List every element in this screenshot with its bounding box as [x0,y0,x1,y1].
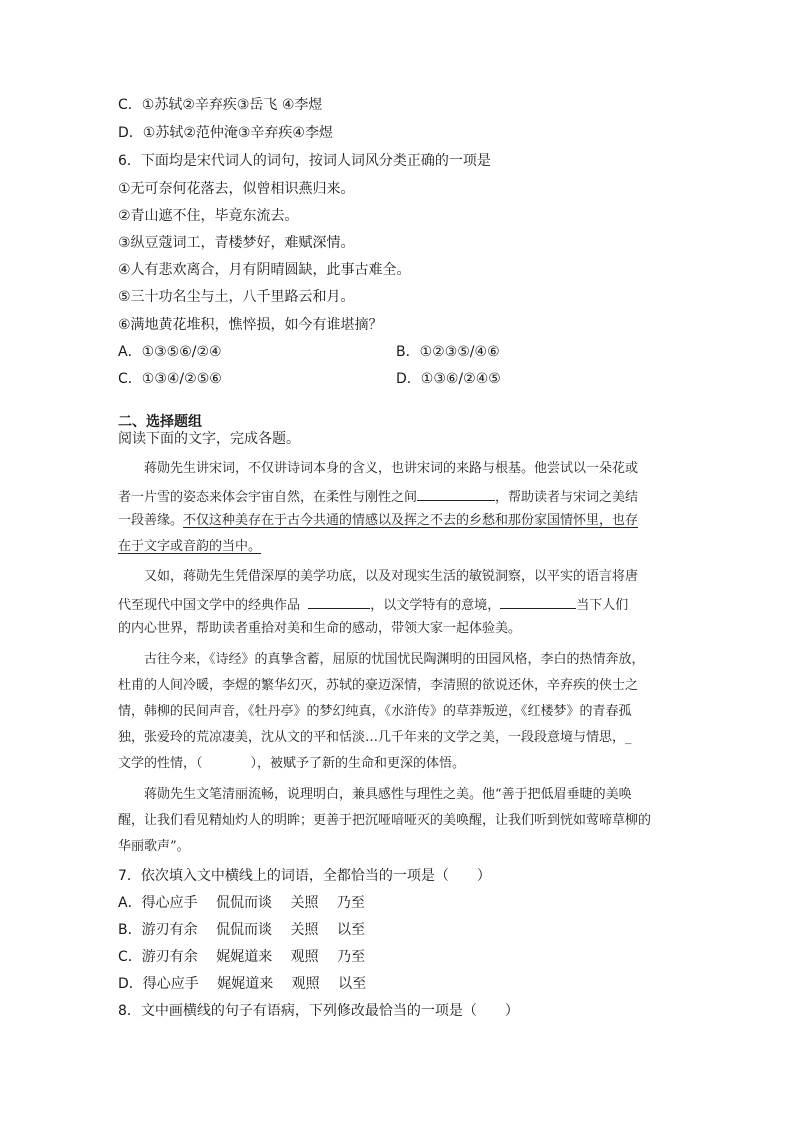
q6-option-c: C．①③④/②⑤⑥ [118,371,222,387]
underlined-sentence: 在于文字或音韵的当中。 [118,539,262,554]
passage-text: 的内心世界，帮助读者重拾对美和生命的感动，带领大家一起体验美。 [118,621,522,636]
q7-stem: 7．依次填入文中横线上的词语，全都恰当的一项是（ ） [118,868,491,884]
q6-stem: 6．下面均是宋代词人的词句，按词人词风分类正确的一项是 [118,153,491,169]
fill-blank-1 [417,486,495,501]
q8-stem: 8．文中画横线的句子有语病，下列修改最恰当的一项是（ ） [118,1003,519,1019]
passage-text: 当下人们 [576,598,629,613]
passage-p3-line-1 [118,651,680,669]
passage-text: 醒，让我们看见精灿灼人的明眸；更善于把沉哑喑哑灭的美唤醒，让我们听到恍如莺啼草柳的 [118,813,652,828]
q6-line-5: ⑤三十功名尘与土，八千里路云和月。 [118,289,355,305]
section-title: 二、选择题组 [118,414,202,430]
passage-p1-line-4 [118,538,680,556]
passage-text: 又如，蒋勋先生凭借深厚的美学功底，以及对现实生活的敏锐洞察，以平实的语言将唐 [144,569,639,584]
q6-option-d: D．①③⑥/②④⑤ [396,371,501,387]
fill-blank-2 [308,594,370,609]
passage-text: 一段善缘。 [118,513,184,528]
passage-p1-line-3 [118,512,680,530]
q6-line-2: ②青山遮不住，毕竟东流去。 [118,208,299,224]
q7-option-d: D．得心应手 娓娓道来 观照 以至 [118,976,367,992]
q7-option-a: A．得心应手 侃侃而谈 关照 乃至 [118,895,365,911]
passage-p1-line-2 [118,486,680,507]
passage-text: ，以文学特有的意境， [370,598,501,613]
q5-option-d: D．①苏轼②范仲淹③辛弃疾④李煜 [118,125,333,141]
q7-option-c: C．游刃有余 娓娓道来 观照 乃至 [118,949,366,965]
q6-option-b: B．①②③⑤/④⑥ [396,344,500,360]
passage-p4-line-3 [118,838,680,856]
passage-p4-line-2 [118,812,680,830]
q6-option-a: A．①③⑤⑥/②④ [118,344,222,360]
q5-option-c: C．①苏轼②辛弃疾③岳飞 ④李煜 [118,97,323,113]
section-instruction: 阅读下面的文字，完成各题。 [118,431,300,447]
passage-p1-line-1 [118,460,680,478]
underlined-sentence: 不仅这种美存在于古今共通的情感以及挥之不去的乡愁和那份家国情怀里，也存 [183,513,639,528]
passage-text: 古往今来，《诗经》的真挚含蓄，屈原的忧国忧民陶渊明的田园风格，李白的热情奔放， [144,652,645,667]
q6-line-6: ⑥满地黄花堆积，憔悴损，如今有谁堪摘？ [118,317,383,333]
passage-p4-line-1 [118,786,680,804]
passage-text: 文学的性情，（ [118,756,203,771]
passage-text: ），被赋予了新的生命和更深的体悟。 [250,756,466,771]
passage-text: 杜甫的人间冷暖，李煜的繁华幻灭，苏轼的豪迈深情，李清照的欲说还休，辛弃疾的侠士之 [118,678,639,693]
q7-option-b: B．游刃有余 侃侃而谈 关照 以至 [118,922,365,938]
passage-text: 蒋勋先生讲宋词，不仅讲诗词本身的含义，也讲宋词的来路与根基。他尝试以一朵花或 [144,461,639,476]
passage-p2-line-2 [118,594,680,615]
passage-p3-line-2 [118,677,680,695]
passage-text: 情，韩柳的民间声音，《牡丹亭》的梦幻纯真，《水浒传》的草莽叛逆，《红楼梦》的青春孤 [118,704,632,719]
passage-text: 蒋勋先生文笔清丽流畅，说理明白，兼具感性与理性之美。他“善于把低眉垂睫的美唤 [144,787,632,802]
passage-text: 独，张爱玲的荒凉凄美，沈从文的平和恬淡…几千年来的文学之美，一段段意境与情思，_ [118,730,632,745]
passage-p3-line-3 [118,703,680,721]
q6-line-3: ③纵豆蔻词工，青楼梦好，难赋深情。 [118,235,355,251]
passage-text: ，帮助读者与宋词之美结 [495,490,639,505]
passage-p2-line-1 [118,568,680,586]
q6-line-4: ④人有悲欢离合，月有阴晴圆缺，此事古难全。 [118,262,411,278]
passage-p2-line-3 [118,620,680,638]
passage-text: 者一片雪的姿态来体会宇宙自然，在柔性与刚性之间 [118,490,418,505]
q6-line-1: ①无可奈何花落去，似曾相识燕归来。 [118,181,355,197]
passage-p3-line-4 [118,729,680,747]
passage-text: 华丽歌声”。 [118,839,190,854]
fill-blank-3 [500,594,576,609]
passage-text: 代至现代中国文学中的经典作品 [118,598,301,613]
passage-p3-line-5 [118,755,680,773]
